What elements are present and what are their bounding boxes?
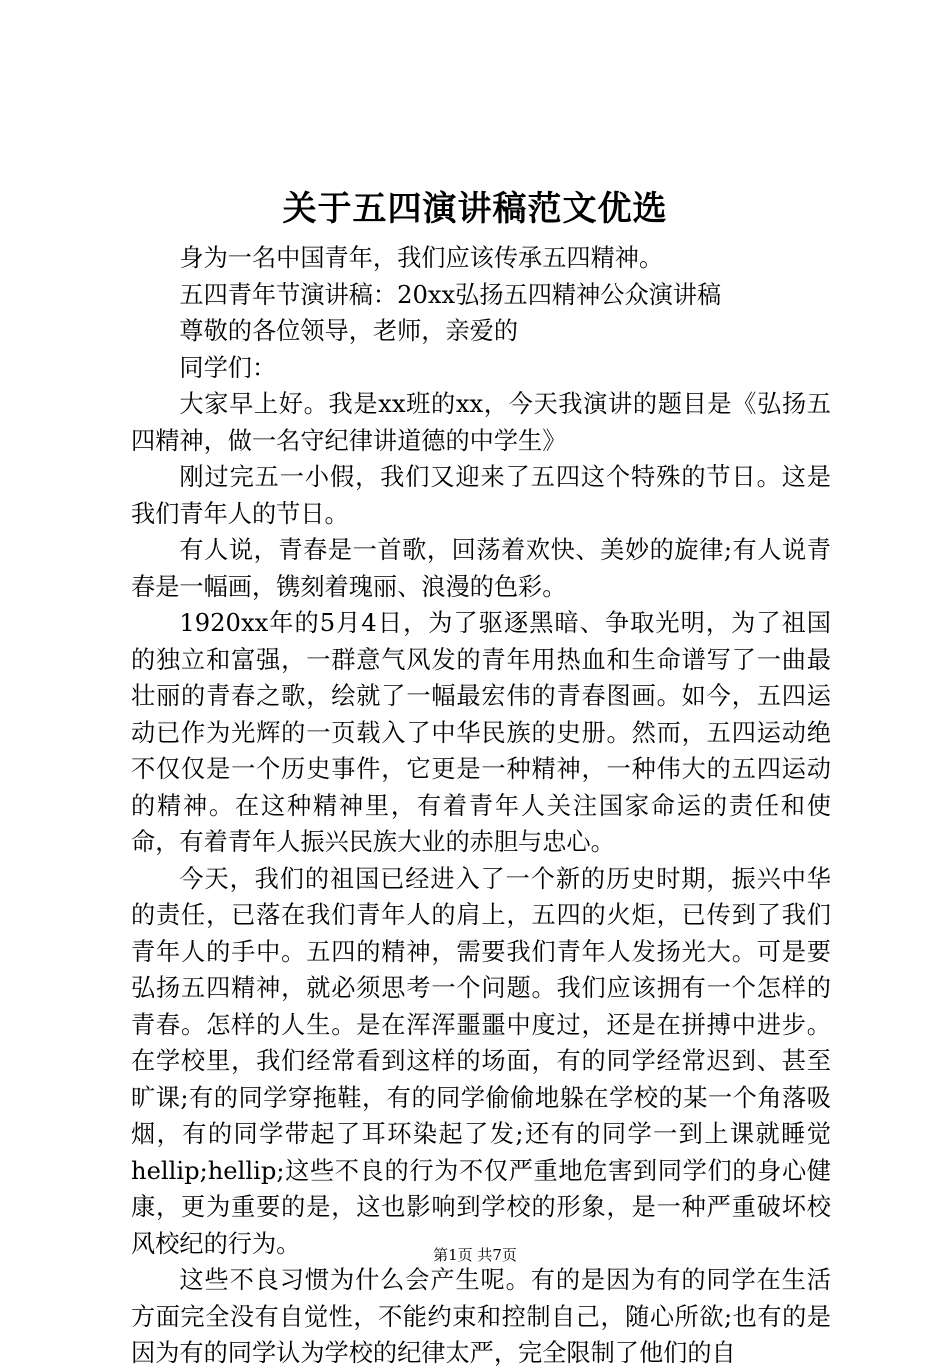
page-footer: 第1页 共7页 (433, 1246, 517, 1264)
paragraph: 大家早上好。我是xx班的xx，今天我演讲的题目是《弘扬五四精神，做一名守纪律讲道德的中学生》 (131, 390, 831, 455)
paragraph: 身为一名中国青年，我们应该传承五四精神。 (179, 244, 664, 272)
document-title: 关于五四演讲稿范文优选 (282, 189, 668, 229)
paragraph: 尊敬的各位领导，老师，亲爱的 (179, 317, 519, 345)
paragraph: 这些不良习惯为什么会产生呢。有的是因为有的同学在生活方面完全没有自觉性，不能约束和控制自己，随心所欲;也有的是因为有的同学认为学校的纪律太严，完全限制了他们的自 (131, 1266, 831, 1367)
paragraph: 刚过完五一小假，我们又迎来了五四这个特殊的节日。这是我们青年人的节日。 (131, 463, 831, 528)
paragraph: 有人说，青春是一首歌，回荡着欢快、美妙的旋律;有人说青春是一幅画，镌刻着瑰丽、浪漫的色彩。 (131, 536, 831, 601)
paragraph: 今天，我们的祖国已经进入了一个新的历史时期，振兴中华的责任，已落在我们青年人的肩上，五四的火炬，已传到了我们青年人的手中。五四的精神，需要我们青年人发扬光大。可是要弘扬五四精神，就必须思考一个问题。我们应该拥有一个怎样的青春。怎样的人生。是在浑浑噩噩中度过，还是在拼搏中进步。在学校里，我们经常看到这样的场面，有的同学经常迟到、甚至旷课;有的同学穿拖鞋，有的同学偷偷地躲在学校的某一个角落吸烟，有的同学带起了耳环染起了发;还有的同学一到上课就睡觉hellip;hellip;这些不良的行为不仅严重地危害到同学们的身心健康，更为重要的是，这也影响到学校的形象，是一种严重破坏校风校纪的行为。 (131, 864, 831, 1258)
paragraph: 同学们： (179, 353, 277, 382)
document-body (131, 240, 831, 1372)
paragraph: 1920xx年的5月4日，为了驱逐黑暗、争取光明，为了祖国的独立和富强，一群意气风发的青年用热血和生命谱写了一曲最壮丽的青春之歌，绘就了一幅最宏伟的青春图画。如今，五四运动已作为光辉的一页载入了中华民族的史册。然而，五四运动绝不仅仅是一个历史事件，它更是一种精神，一种伟大的五四运动的精神。在这种精神里，有着青年人关注国家命运的责任和使命，有着青年人振兴民族大业的赤胆与忠心。 (131, 609, 831, 856)
paragraph: 五四青年节演讲稿：20xx弘扬五四精神公众演讲稿 (179, 280, 722, 309)
